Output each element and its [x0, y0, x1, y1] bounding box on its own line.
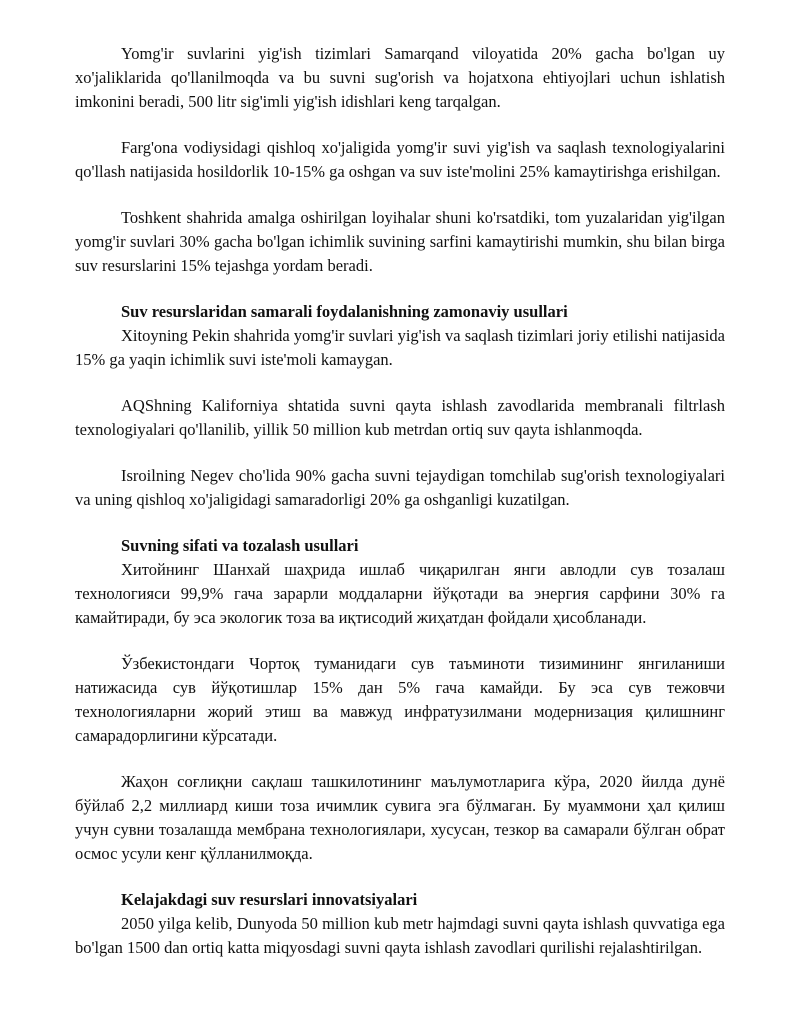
paragraph-who: Жаҳон соғлиқни сақлаш ташкилотининг маълумотларига кўра, 2020 йилда дунё бўйлаб 2,2 миллиард киши тоза ичимлик сувига эга бўлмаган. Бу муаммони ҳал қилиш учун сувни тозалашда мембрана технологиялари, хусусан, тезкор ва самарали бўлган обрат осмос усули кенг қўлланилмоқда. [75, 772, 725, 863]
paragraph-chortoq: Ўзбекистондаги Чортоқ туманидаги сув таъминоти тизимининг янгиланиши натижасида сув йўқотишлар 15% дан 5% гача камайди. Бу эса сув тежовчи технологияларни жорий этиш ва мавжуд инфратузилмани модернизация қилишнинг самарадорлигини кўрсатади. [75, 654, 725, 745]
paragraph-samarqand: Yomg'ir suvlarini yig'ish tizimlari Samarqand viloyatida 20% gacha bo'lgan uy xo'jaliklarida qo'llanilmoqda va bu suvni sug'orish va hojatxona ehtiyojlari uchun ishlatish imkonini beradi, 500 litr sig'imli yig'ish idishlari keng tarqalgan. [75, 44, 725, 111]
paragraph-fargona: Farg'ona vodiysidagi qishloq xo'jaligida yomg'ir suvi yig'ish va saqlash texnologiyalarini qo'llash natijasida hosildorlik 10-15% ga oshgan va suv iste'molini 25% kamaytirishga erishilgan. [75, 138, 725, 181]
paragraph-toshkent: Toshkent shahrida amalga oshirilgan loyihalar shuni ko'rsatdiki, tom yuzalaridan yig'ilgan yomg'ir suvlari 30% gacha bo'lgan ichimlik suvining sarfini kamaytirishi mumkin, shu bilan birga suv resurslarini 15% tejashga yordam beradi. [75, 208, 725, 275]
document-page [75, 0, 725, 960]
section-heading-water-quality: Suvning sifati va tozalash usullari [121, 536, 359, 555]
top-margin [75, 0, 725, 42]
section-heading-modern-methods: Suv resurslaridan samarali foydalanishning zamonaviy usullari [121, 302, 568, 321]
paragraph-kaliforniya: AQShning Kaliforniya shtatida suvni qayta ishlash zavodlarida membranali filtrlash texnologiyalari qo'llanilib, yillik 50 million kub metrdan ortiq suv qayta ishlanmoqda. [75, 396, 725, 439]
paragraph-shanghai: Хитойнинг Шанхай шаҳрида ишлаб чиқарилган янги авлодли сув тозалаш технологияси 99,9% гача зарарли моддаларни йўқотади ва энергия сарфини 30% га камайтиради, бу эса экологик тоза ва иқтисодий жиҳатдан фойдали ҳисобланади. [75, 560, 725, 627]
paragraph-negev: Isroilning Negev cho'lida 90% gacha suvni tejaydigan tomchilab sug'orish texnologiyalari va uning qishloq xo'jaligidagi samaradorligi 20% ga oshganligi kuzatilgan. [75, 466, 725, 509]
paragraph-pekin: Xitoyning Pekin shahrida yomg'ir suvlari yig'ish va saqlash tizimlari joriy etilishi natijasida 15% ga yaqin ichimlik suvi iste'moli kamaygan. [75, 326, 725, 369]
paragraph-2050: 2050 yilga kelib, Dunyoda 50 million kub metr hajmdagi suvni qayta ishlash quvvatiga ega bo'lgan 1500 dan ortiq katta miqyosdagi suvni qayta ishlash zavodlari qurilishi rejalashtirilgan. [75, 914, 725, 957]
section-heading-future-innovations: Kelajakdagi suv resurslari innovatsiyalari [121, 890, 418, 909]
